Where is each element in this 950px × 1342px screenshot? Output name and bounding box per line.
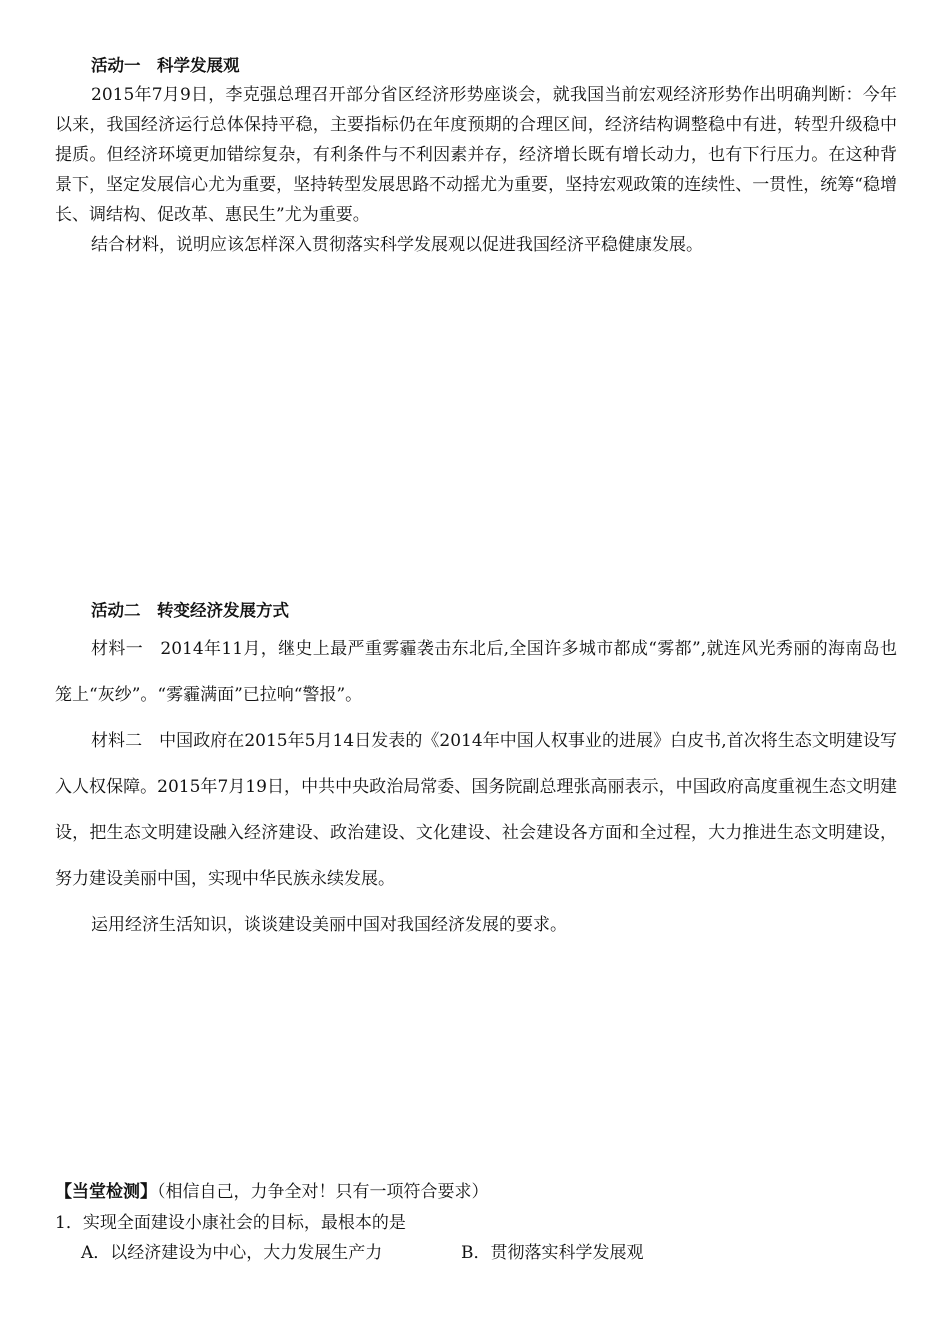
- activity2-body: [55, 626, 897, 948]
- check-title: 【当堂检测】: [55, 1182, 157, 1202]
- activity2-material2: 材料二 中国政府在2015年5月14日发表的《2014年中国人权事业的进展》白皮书,首次将生态文明建设写入人权保障。2015年7月19日，中共中央政治局常委、国务院副总理张高丽表示，中国政府高度重视生态文明建设，把生态文明建设融入经济建设、政治建设、文化建设、社会建设各方面和全过程，大力推进生态文明建设，努力建设美丽中国，实现中华民族永续发展。: [55, 731, 897, 889]
- question-1-option-b: B．贯彻落实科学发展观: [461, 1243, 644, 1263]
- question-1: 1．实现全面建设小康社会的目标，最根本的是: [55, 1213, 406, 1233]
- activity1-question: 结合材料，说明应该怎样深入贯彻落实科学发展观以促进我国经济平稳健康发展。: [91, 235, 703, 255]
- question-1-options: [55, 1238, 923, 1268]
- activity2-question: 运用经济生活知识，谈谈建设美丽中国对我国经济发展的要求。: [91, 915, 567, 935]
- activity2-title: 活动二 转变经济发展方式: [91, 601, 289, 620]
- question-1-option-a: A．以经济建设为中心，大力发展生产力: [81, 1243, 383, 1263]
- activity2-material1: 材料一 2014年11月，继史上最严重雾霾袭击东北后,全国许多城市都成“雾都”,就连风光秀丽的海南岛也笼上“灰纱”。“雾霾满面”已拉响“警报”。: [55, 639, 897, 705]
- activity1-body: [55, 80, 897, 260]
- activity1-title: 活动一 科学发展观: [91, 56, 240, 75]
- activity1-paragraph: 2015年7月9日，李克强总理召开部分省区经济形势座谈会，就我国当前宏观经济形势作出明确判断：今年以来，我国经济运行总体保持平稳，主要指标仍在年度预期的合理区间，经济结构调整稳中有进，转型升级稳中提质。但经济环境更加错综复杂，有利条件与不利因素并存，经济增长既有增长动力，也有下行压力。在这种背景下，坚定发展信心尤为重要，坚持转型发展思路不动摇尤为重要，坚持宏观政策的连续性、一贯性，统筹“稳增长、调结构、促改革、惠民生”尤为重要。: [55, 85, 897, 225]
- check-header: [55, 1177, 897, 1207]
- check-subtitle: （相信自己，力争全对！只有一项符合要求）: [157, 1182, 489, 1202]
